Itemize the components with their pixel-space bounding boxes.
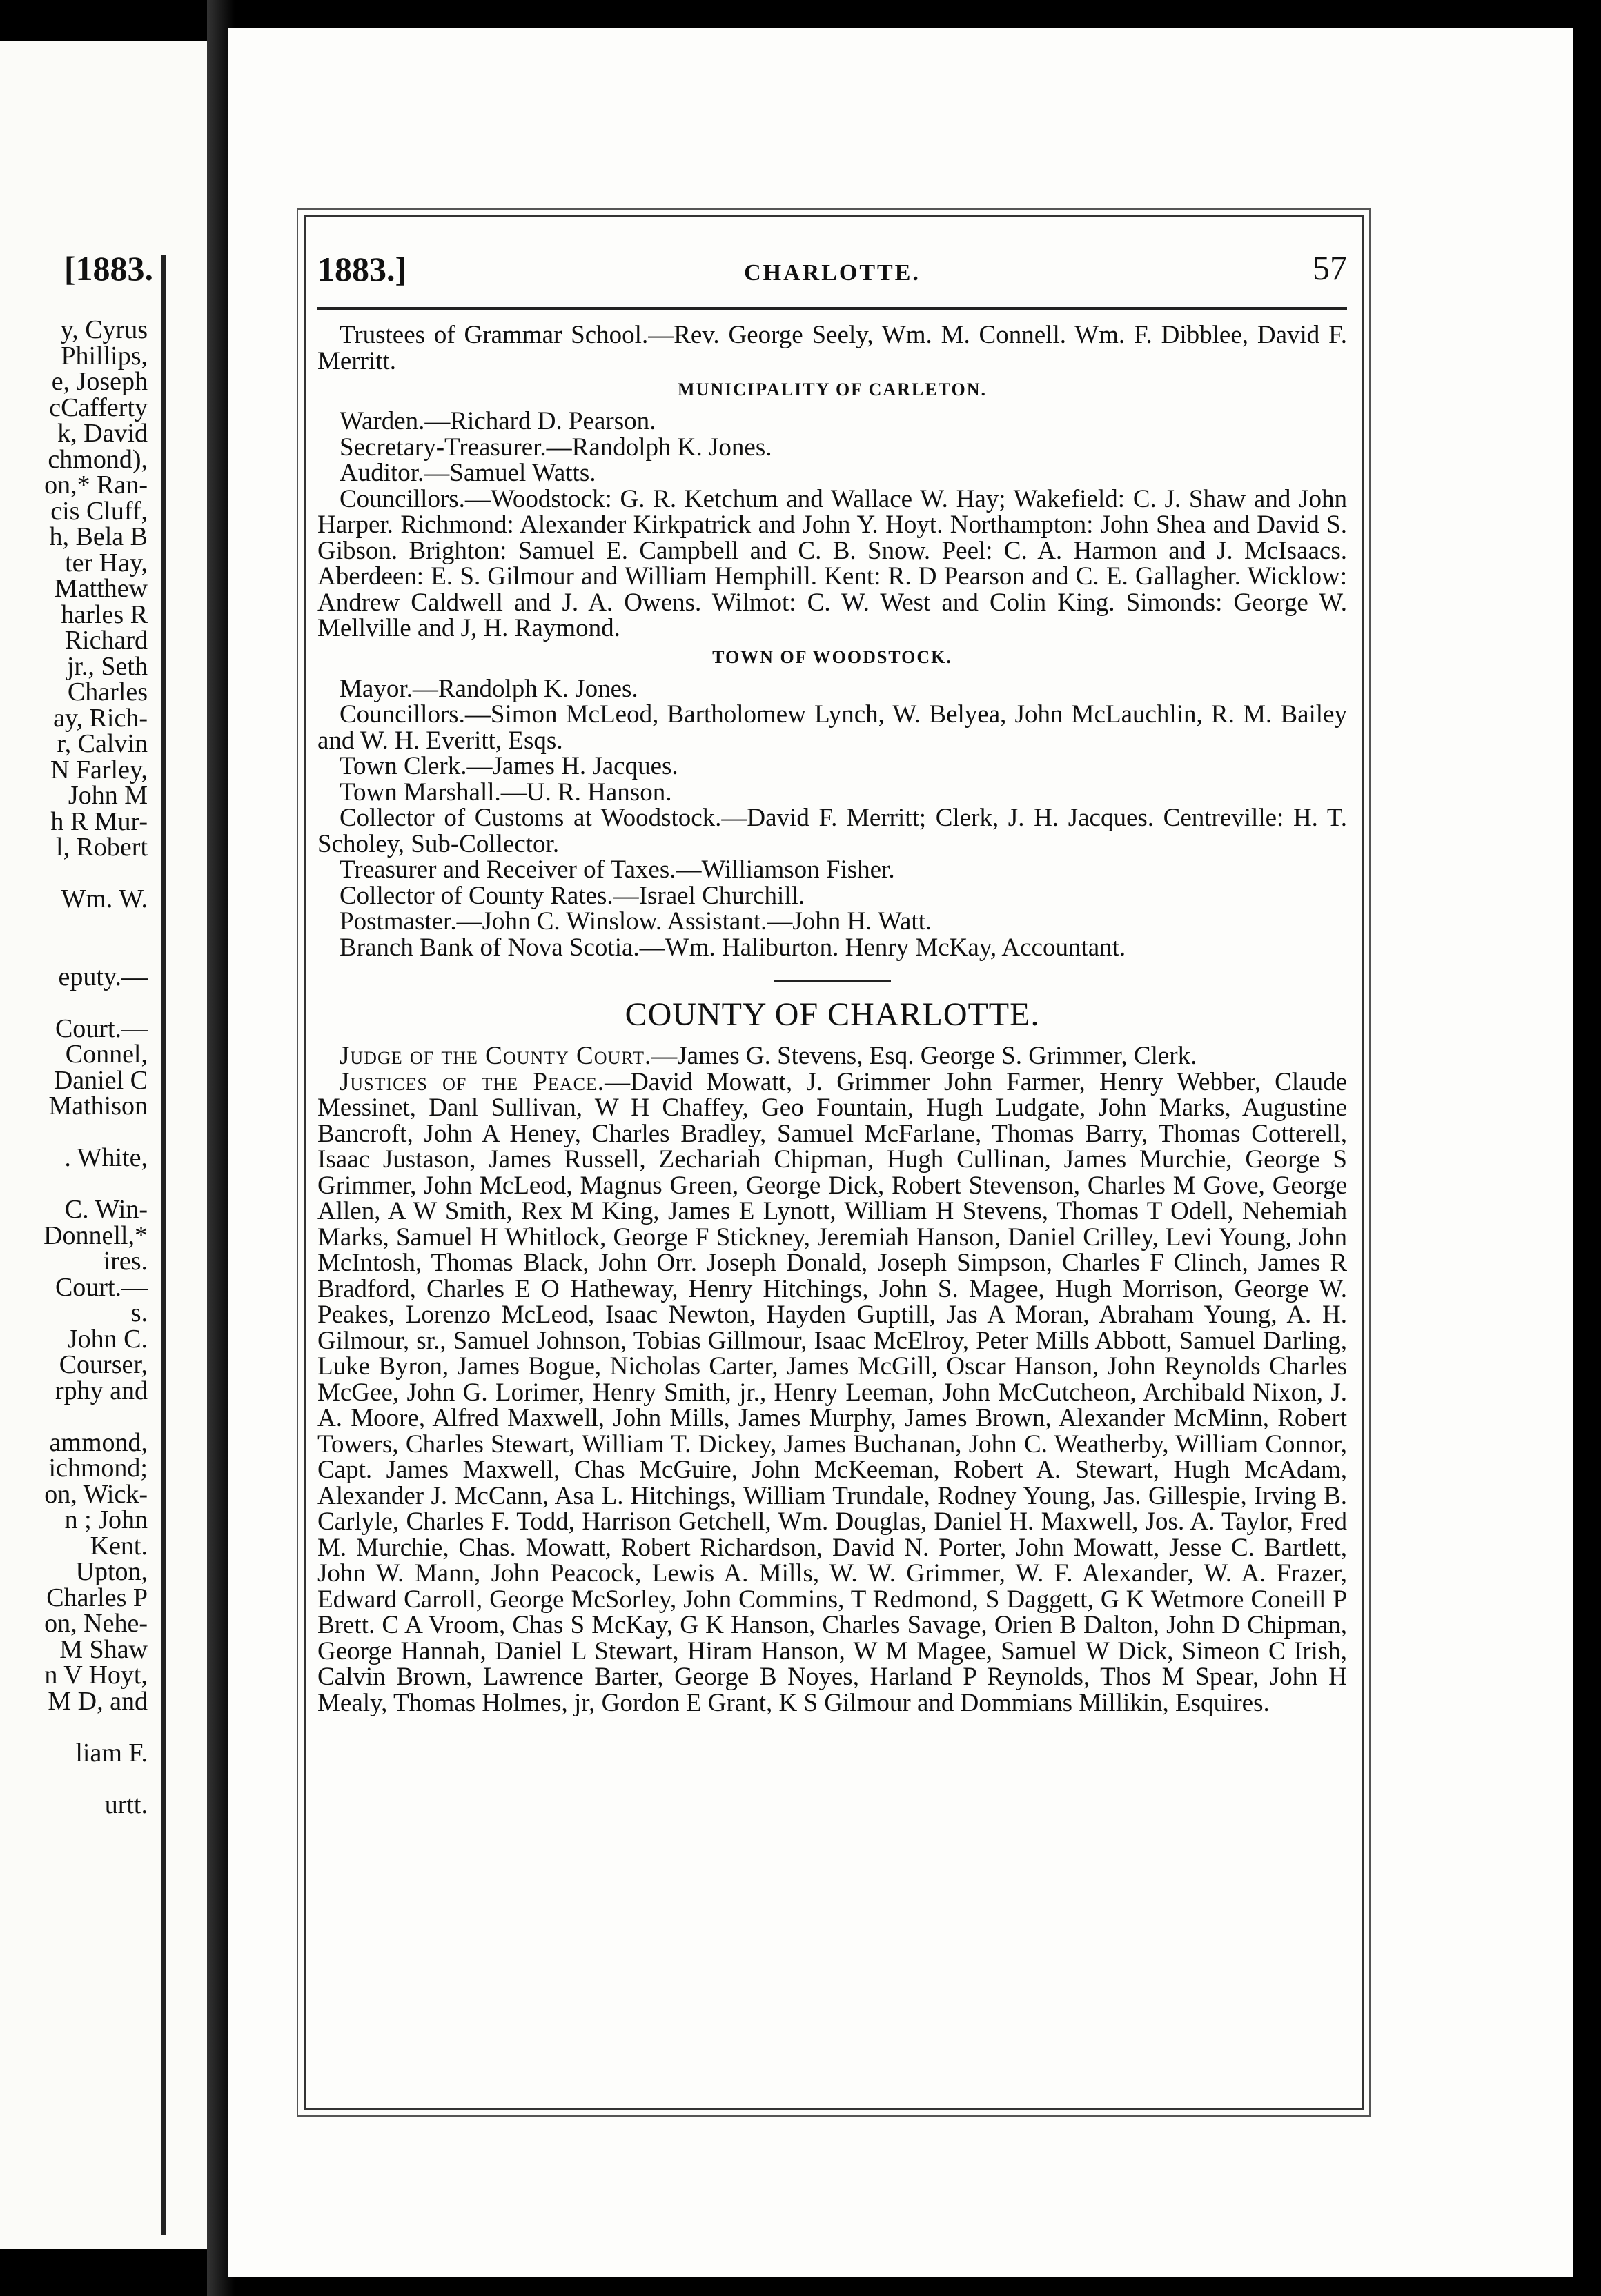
judge-entry (317, 1043, 1347, 1069)
facing-page-line: M Shaw (59, 1634, 148, 1664)
judge-label: Judge of the County Court. (340, 1042, 652, 1070)
facing-page-line: ter Hay, (65, 548, 148, 577)
header-section: CHARLOTTE. (744, 260, 921, 286)
facing-page-line: eputy.— (58, 962, 148, 991)
facing-page-line: ichmond; (48, 1454, 148, 1483)
facing-page-line (0, 938, 148, 964)
facing-page-line: harles R (61, 600, 148, 629)
facing-page-line: on,* Ran- (44, 471, 148, 499)
judge-text: —James G. Stevens, Esq. George S. Grimmer, Clerk. (651, 1042, 1197, 1070)
facing-page-line: Daniel C (53, 1065, 148, 1095)
woodstock-entry: Town Clerk.—James H. Jacques. (340, 752, 678, 780)
header-rule (317, 307, 1347, 310)
facing-page-line: h R Mur- (50, 806, 148, 836)
page-content (317, 245, 1347, 1716)
facing-page-line: M D, and (48, 1686, 148, 1716)
facing-page-line: rphy and (55, 1376, 148, 1405)
header-year: 1883.] (317, 250, 407, 288)
facing-page-line: John C. (67, 1324, 148, 1354)
facing-page-line: Kent. (90, 1531, 148, 1561)
facing-page-line (0, 1714, 148, 1741)
facing-page-line: on, Wick- (44, 1479, 148, 1509)
facing-page-text (0, 317, 148, 1818)
facing-page-line: e, Joseph (51, 367, 148, 396)
woodstock-entries (317, 676, 1347, 961)
justices-entry (317, 1069, 1347, 1716)
facing-page-line: John M (68, 781, 148, 810)
woodstock-entry: Treasurer and Receiver of Taxes.—Williamson Fisher. (340, 855, 895, 884)
facing-page-line: l, Robert (56, 833, 148, 862)
woodstock-entry: Collector of Customs at Woodstock.—David F. Merritt; Clerk, J. H. Jacques. Centreville: H. T. Scholey, Sub-Collector. (317, 804, 1347, 858)
facing-page-line (0, 990, 148, 1016)
carleton-entry: Auditor.—Samuel Watts. (340, 459, 596, 487)
carleton-heading: MUNICIPALITY OF CARLETON. (678, 379, 987, 399)
carleton-entry: Warden.—Richard D. Pearson. (340, 407, 656, 435)
facing-page-line: cis Cluff, (50, 496, 148, 526)
justices-label: Justices of the Peace. (340, 1067, 605, 1096)
facing-page-rule (161, 255, 166, 2235)
facing-page (0, 41, 207, 2249)
page-number: 57 (1313, 248, 1347, 287)
facing-page-line: liam F. (75, 1738, 148, 1768)
facing-page-line: Court.— (55, 1013, 148, 1043)
carleton-entries (317, 408, 1347, 642)
facing-page-line (0, 1766, 148, 1792)
facing-page-line: Courser, (59, 1350, 148, 1379)
facing-page-line (0, 913, 148, 939)
facing-page-line: chmond), (48, 444, 148, 474)
carleton-entry: Councillors.—Woodstock: G. R. Ketchum and Wallace W. Hay; Wakefield: C. J. Shaw and John Harper. Richmond: Alexander Kirkpatrick and John Y. Hoyt. Northampton: John Shea and David S. Gibson. Brighton: Samuel E. Campbell and C. B. Snow. Peel: C. A. Harmon and J. McIsaacs. Aberdeen: E. S. Gilmour and William Hemphill. Kent: R. D Pearson and C. E. Gallagher. Wicklow: Andrew Caldwell and J. A. Owens. Wilmot: C. W. West and Colin King. Simonds: George W. Mellville and J, H. Raymond. (317, 484, 1347, 642)
facing-page-line: Court.— (55, 1272, 148, 1302)
facing-page-line: cCafferty (49, 393, 148, 422)
facing-page-line: urtt. (104, 1790, 148, 1819)
facing-page-line: Richard (64, 626, 148, 655)
facing-page-line (0, 1171, 148, 1198)
woodstock-entry: Postmaster.—John C. Winslow. Assistant.—John H. Watt. (340, 907, 932, 936)
woodstock-heading: TOWN OF WOODSTOCK. (712, 646, 952, 667)
facing-page-line (0, 1120, 148, 1146)
woodstock-entry: Branch Bank of Nova Scotia.—Wm. Haliburton. Henry McKay, Accountant. (340, 933, 1126, 962)
facing-page-line: ay, Rich- (53, 703, 148, 733)
facing-page-line: ammond, (49, 1427, 148, 1457)
facing-page-line: Donnell,* (43, 1220, 148, 1250)
facing-page-line: jr., Seth (66, 651, 148, 681)
carleton-entry: Secretary-Treasurer.—Randolph K. Jones. (340, 433, 772, 462)
facing-page-line: Phillips, (61, 341, 148, 370)
county-title: COUNTY OF CHARLOTTE. (625, 996, 1040, 1033)
facing-page-line: r, Calvin (57, 729, 148, 758)
running-head (317, 245, 1347, 307)
section-divider (774, 980, 891, 982)
grammar-school-entry: Trustees of Grammar School.—Rev. George Seely, Wm. M. Connell. Wm. F. Dibblee, David F. Merritt. (317, 321, 1347, 375)
facing-page-header: [1883. (63, 249, 153, 288)
facing-page-line: n ; John (64, 1505, 148, 1534)
facing-page-line: y, Cyrus (60, 315, 148, 344)
facing-page-line: Connel, (65, 1040, 148, 1069)
facing-page-line: s. (130, 1298, 148, 1327)
facing-page-line: Upton, (75, 1557, 148, 1586)
facing-page-line: . White, (64, 1143, 148, 1172)
page (228, 28, 1573, 2277)
facing-page-line: C. Win- (64, 1195, 148, 1224)
justices-text: —David Mowatt, J. Grimmer John Farmer, Henry Webber, Claude Messinet, Danl Sullivan, W H Chaffey, Geo Fountain, Hugh Ludgate, John Marks, Augustine Bancroft, John A Heney, Charles Bradley, Samuel McFarlane, Thomas Barry, Thomas Cotterell, Isaac Justason, James Russell, Zechariah Chipman, Hugh Cullinan, James Murchie, George S Grimmer, John McLeod, Magnus Green, George Dick, Robert Stevenson, Charles M Gove, George Allen, A W Smith, Rex M King, James E Lynott, William H Stevens, Thomas T Odell, Nehemiah Marks, Samuel H Whitlock, George F Stickney, Jeremiah Hanson, Daniel Crilley, Levi Young, John McIntosh, Thomas Black, John Orr. Joseph Donald, Joseph Simpson, Charles F Clinch, James R Bradford, Charles E O Hatheway, Henry Hitchings, John S. Magee, Hugh Morrison, George W. Peakes, Lorenzo McLeod, Isaac Newton, Hayden Guptill, Jas A Moran, Abraham Young, A. H. Gilmour, sr., Samuel Johnson, Tobias Gillmour, Isaac McElroy, Peter Mills Abbott, Samuel Darling, Luke Byron, James Bogue, Nicholas Carter, James McGill, Oscar Hanson, John Reynolds Charles McGee, John G. Lorimer, Henry Smith, jr., Henry Leeman, John McCutcheon, Archibald Nixon, J. A. Moore, Alfred Maxwell, John Mills, James Murphy, James Brown, Alexander McMinn, Robert Towers, Charles Stewart, William T. Dickey, James Buchanan, John C. Weatherby, William Connor, Capt. James Maxwell, Chas McGuire, John McKeeman, Robert A. Stewart, Hugh McAdam, Alexander J. McCann, Asa L. Hitchings, William Trundale, Rodney Young, Jas. Gillespie, Irving B. Carlyle, Charles F. Todd, Harrison Getchell, Wm. Douglas, Daniel H. Maxwell, Jos. A. Taylor, Fred M. Murchie, Chas. Mowatt, Robert Richardson, David N. Porter, John Mowatt, Jesse C. Bartlett, John W. Mann, John Peacock, Lewis A. Mills, W. W. Grimmer, W. F. Alexander, W. A. Frazer, Edward Carroll, George McSorley, John Commins, T Redmond, S Daggett, G K Wetmore Coneill P Brett. C A Vroom, Chas S McKay, G K Hanson, Charles Savage, Orien B Dalton, John D Chipman, George Hannah, Daniel L Stewart, Hiram Hanson, W M Magee, Samuel W Dick, Simeon C Irish, Calvin Brown, Lawrence Barter, George B Noyes, Harland P Reynolds, Thos M Spear, John H Mealy, Thomas Holmes, jr, Gordon E Grant, K S Gilmour and Dommians Millikin, Esquires. (317, 1067, 1347, 1717)
woodstock-entry: Collector of County Rates.—Israel Churchill. (340, 881, 805, 910)
facing-page-line: Charles P (46, 1583, 148, 1612)
facing-page-line: on, Nehe- (44, 1609, 148, 1638)
facing-page-line: n V Hoyt, (44, 1661, 148, 1690)
facing-page-line (0, 861, 148, 887)
facing-page-line: ires. (103, 1247, 148, 1276)
facing-page-line: Wm. W. (61, 884, 148, 913)
facing-page-line: Charles (67, 677, 148, 706)
woodstock-entry: Town Marshall.—U. R. Hanson. (340, 778, 672, 806)
woodstock-entry: Mayor.—Randolph K. Jones. (340, 674, 638, 703)
facing-page-line (0, 1404, 148, 1430)
facing-page-line: Mathison (48, 1091, 148, 1120)
facing-page-line: k, David (57, 419, 148, 448)
facing-page-line: h, Bela B (49, 522, 148, 551)
woodstock-entry: Councillors.—Simon McLeod, Bartholomew Lynch, W. Belyea, John McLauchlin, R. M. Bailey and W. H. Everitt, Esqs. (317, 700, 1347, 755)
facing-page-line: Matthew (54, 574, 148, 603)
facing-page-line: N Farley, (50, 755, 148, 784)
